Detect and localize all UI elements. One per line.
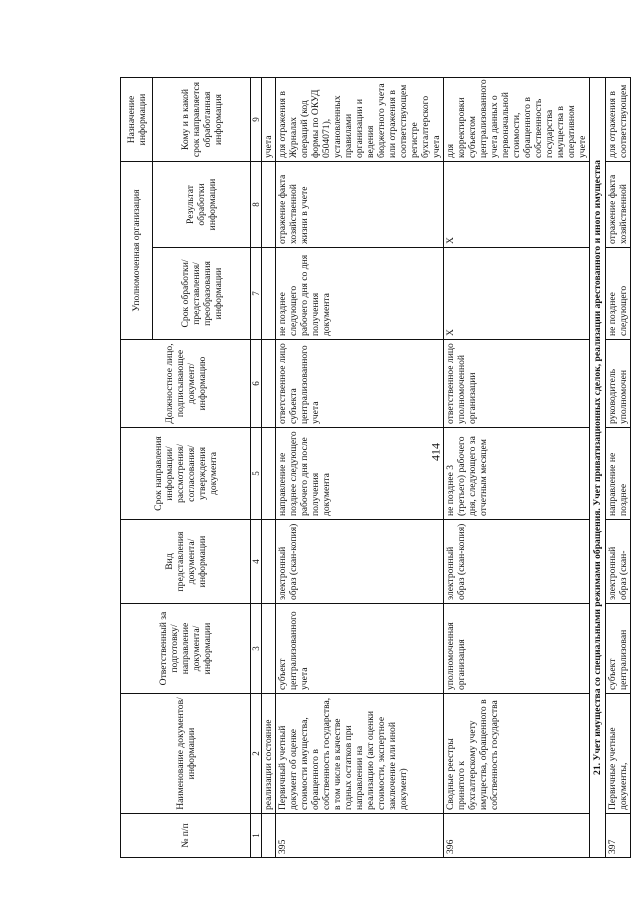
column-number: 9 xyxy=(251,78,262,162)
cell-destination: для корректировки субъектом централизованного учета данных о первоначальной стоимости, обращенного в собственность государства имущества в оперативном учете xyxy=(444,78,590,162)
cell-destination: для отражения в Журналах операций (код формы по ОКУД 0504071), установленных правилами организации и ведения бюджетного учета или отражения в соответствующем регистре бухгалтерского учета xyxy=(276,78,444,162)
column-number: 2 xyxy=(251,694,262,814)
cell-result: X xyxy=(444,162,590,248)
column-number: 8 xyxy=(251,162,262,248)
cell-form: электронный образ (скан- xyxy=(606,520,631,604)
cell-term: направление не позднее xyxy=(606,428,631,520)
section-title: 21. Учет имущества со специальными режимами обращения. Учет приватизационных сделок, реализации арестованного и иного имущества xyxy=(590,78,606,858)
header-purpose: Назначение информации xyxy=(121,78,153,162)
header-term: Срок направления информации/ рассмотрения/ согласования/ утверждения документа xyxy=(121,428,251,520)
column-number: 5 xyxy=(251,428,262,520)
cell-destination: для отражения в соответствующем xyxy=(606,78,631,162)
page-number: 414 xyxy=(428,443,443,461)
cell-responsible: уполномоченная организация xyxy=(444,604,590,694)
header-authorized-org: Уполномоченная организация xyxy=(121,162,153,340)
cell-form: электронный образ (скан-копия) xyxy=(276,520,444,604)
column-number: 6 xyxy=(251,340,262,428)
cell-continuation-destination: учета xyxy=(262,78,276,162)
cell-result: отражение факта хозяйственной жизни в учете xyxy=(276,162,444,248)
cell-responsible: субъект централизованного учета xyxy=(276,604,444,694)
column-number: 4 xyxy=(251,520,262,604)
cell-name: Первичный учетный документ об оценке стоимости имущества, обращенного в собственность государства, в том числе в качестве годных остатков при направлении на реализацию (акт оценки стоимости, экспертное заключение или иной документ) xyxy=(276,694,444,814)
header-signer: Должностное лицо, подписывающее документ/ информацию xyxy=(121,340,251,428)
column-number: 7 xyxy=(251,248,262,340)
rotated-table-container xyxy=(120,78,629,858)
column-number-row xyxy=(251,78,262,858)
header-responsible: Ответственный за подготовку/ направление документа/ информации xyxy=(121,604,251,694)
header-form: Вид представления документа/ информации xyxy=(121,520,251,604)
header-document-name: Наименование документов/ информации xyxy=(121,694,251,814)
table-row xyxy=(276,78,444,858)
cell-name: Сводные реестры принятого к бухгалтерскому учету имущества, обращенного в собственность государства xyxy=(444,694,590,814)
cell-processing-term: X xyxy=(444,248,590,340)
cell-signer: руководитель уполномочен xyxy=(606,340,631,428)
cell-signer: ответственное лицо уполномоченной организации xyxy=(444,340,590,428)
cell-signer: ответственное лицо субъекта централизованного учета xyxy=(276,340,444,428)
cell-name: Первичные учетные документы, xyxy=(606,694,631,814)
cell-term: не позднее 3 (третьего) рабочего дня, следующего за отчетным месяцем xyxy=(444,428,590,520)
header-number: № п/п xyxy=(121,814,251,858)
section-heading-row xyxy=(590,78,606,858)
cell-continuation-name: реализации состояние xyxy=(262,694,276,814)
column-number: 1 xyxy=(251,814,262,858)
table-header xyxy=(121,78,262,858)
cell-number: 395 xyxy=(276,814,444,858)
table-row xyxy=(444,78,590,858)
cell-result: отражение факта хозяйственной xyxy=(606,162,631,248)
cell-processing-term: не позднее следующего xyxy=(606,248,631,340)
header-destination: Кому и в какой срок направляется обработанная информация xyxy=(153,78,251,162)
header-processing-term: Срок обработки/ представления/ преобразования информации xyxy=(153,248,251,340)
cell-form: электронный образ (скан-копия) xyxy=(444,520,590,604)
header-result: Результат обработки информации xyxy=(153,162,251,248)
cell-number: 396 xyxy=(444,814,590,858)
cell-processing-term: не позднее следующего рабочего дня со дня получения документа xyxy=(276,248,444,340)
column-number: 3 xyxy=(251,604,262,694)
cell-number: 397 xyxy=(606,814,631,858)
table-row-continuation xyxy=(262,78,276,858)
document-table xyxy=(120,77,631,858)
cell-responsible: субъект централизован xyxy=(606,604,631,694)
cell-term: направление не позднее следующего рабочего дня после получения документа xyxy=(276,428,444,520)
table-row xyxy=(606,78,631,858)
